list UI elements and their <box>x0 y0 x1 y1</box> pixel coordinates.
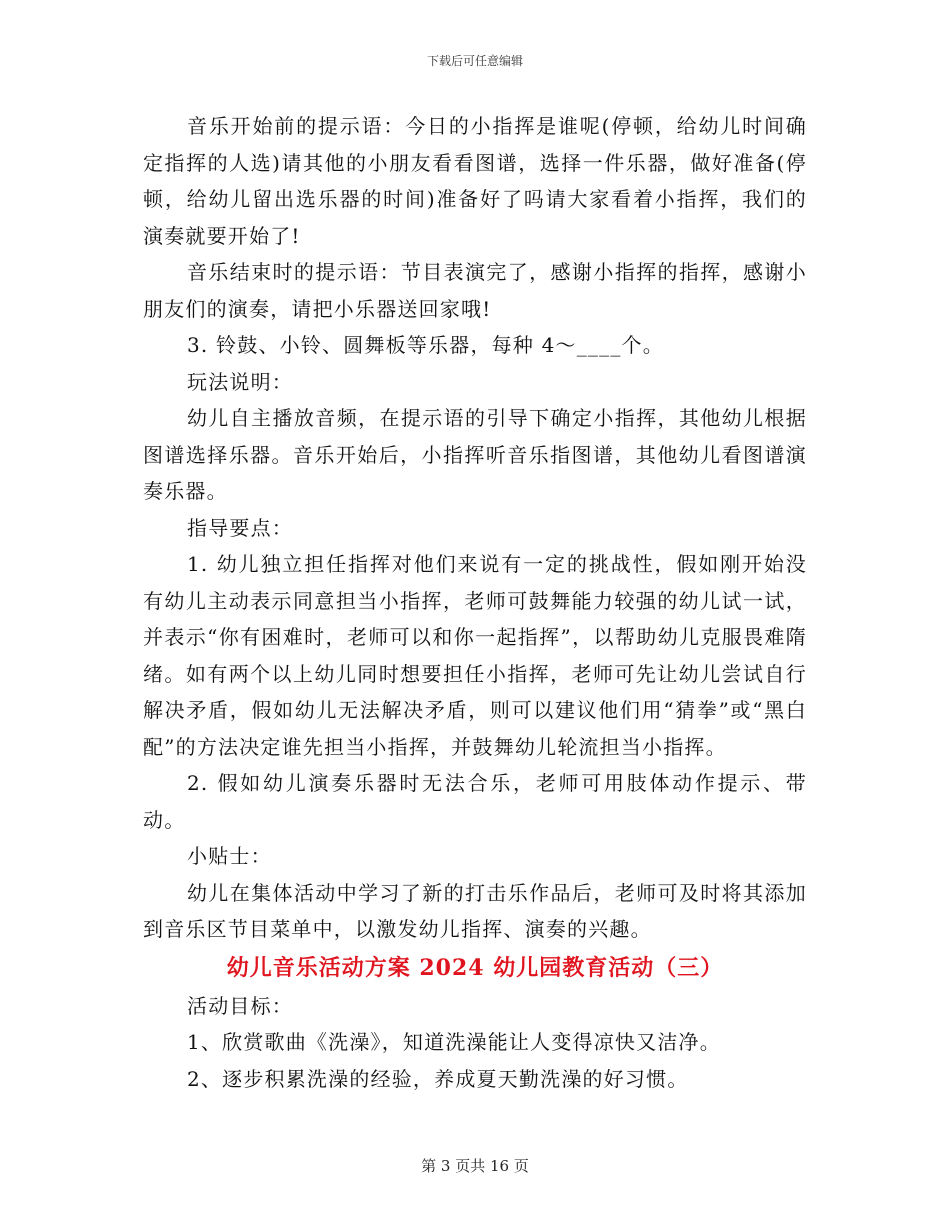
page-header: 下载后可任意编辑 <box>426 54 523 68</box>
paragraph-tips: 幼儿在集体活动中学习了新的打击乐作品后，老师可及时将其添加到音乐区节目菜单中，以激发幼儿指挥、演奏的兴趣。 <box>143 880 807 941</box>
document-body <box>143 108 807 1097</box>
heading-guidance: 指导要点： <box>187 515 293 540</box>
paragraph-goal-2: 2、逐步积累洗澡的经验，养成夏天勤洗澡的好习惯。 <box>187 1066 689 1091</box>
heading-tips: 小贴士： <box>187 844 272 868</box>
paragraph-play-method: 幼儿自主播放音频，在提示语的引导下确定小指挥，其他幼儿根据图谱选择乐器。音乐开始后，小指挥听音乐指图谱，其他幼儿看图谱演奏乐器。 <box>143 406 807 503</box>
heading-activity-goals: 活动目标： <box>187 993 293 1018</box>
paragraph-goal-1: 1、欣赏歌曲《洗澡》，知道洗澡能让人变得凉快又洁净。 <box>187 1030 721 1054</box>
paragraph-guidance-1: 1. 幼儿独立担任指挥对他们来说有一定的挑战性，假如刚开始没有幼儿主动表示同意担当小指挥，老师可鼓舞能力较强的幼儿试一试，并表示“你有困难时，老师可以和你一起指挥”，以帮助幼儿克服畏难隋绪。如有两个以上幼儿同时想要担任小指挥，老师可先让幼儿尝试自行解决矛盾，假如幼儿无法解决矛盾，则可以建议他们用“猜拳”或“黑白配”的方法决定谁先担当小指挥，并鼓舞幼儿轮流担当小指挥。 <box>143 552 807 759</box>
paragraph-guidance-2: 2. 假如幼儿演奏乐器时无法合乐，老师可用肢体动作提示、带动。 <box>143 771 807 832</box>
paragraph-end-prompt: 音乐结束时的提示语：节目表演完了，感谢小指挥的指挥，感谢小朋友们的演奏，请把小乐器送回家哦! <box>143 260 807 321</box>
paragraph-start-prompt: 音乐开始前的提示语：今日的小指挥是谁呢(停顿，给幼儿时间确定指挥的人选)请其他的小朋友看看图谱，选择一件乐器，做好准备(停顿，给幼儿留出选乐器的时间)准备好了吗请大家看着小指挥，我们的演奏就要开始了! <box>143 114 807 248</box>
paragraph-instruments: 3. 铃鼓、小铃、圆舞板等乐器，每种 4～____个。 <box>187 333 664 357</box>
page-footer: 第 3 页共 16 页 <box>421 1157 529 1175</box>
section-title: 幼儿音乐活动方案 2024 幼儿园教育活动（三） <box>226 954 724 981</box>
heading-play-method: 玩法说明： <box>187 369 293 394</box>
